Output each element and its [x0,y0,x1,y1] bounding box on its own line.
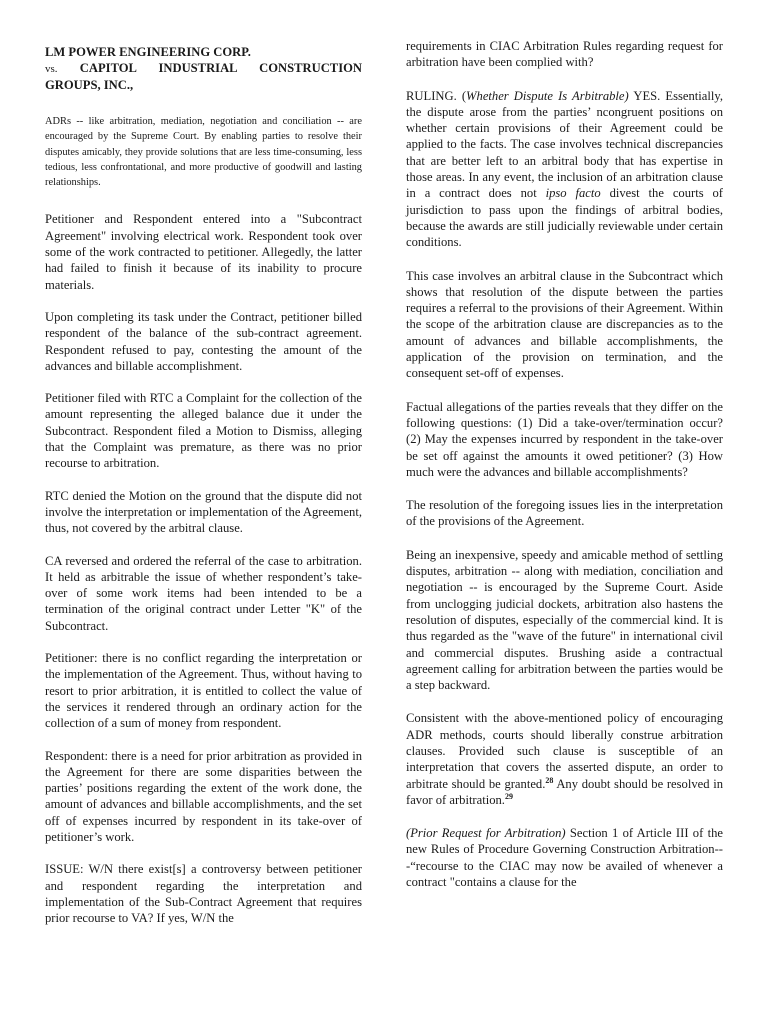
policy-paragraph: Being an inexpensive, speedy and amicable method of settling disputes, arbitration -- along with mediation, conciliation and negotiation -- is encouraged by the Supreme Court. Aside from unclogging judicial dockets, arbitration also hastens the resolution of disputes, especially of the commercial kind. It is thus regarded as the "wave of the future" in international civil and commercial disputes. Brushing aside a contractual agreement calling for arbitration between the parties would be a step backward. [406,547,723,693]
respondent-argument: Respondent: there is a need for prior arbitration as provided in the Agreement for there are some disparities between the parties’ positions regarding the extent of the work done, the amount of advances and billable accomplishments, and the set off of expenses incurred by respondent in its take-over of petitioner’s work. [45,748,362,844]
issue-paragraph: ISSUE: W/N there exist[s] a controversy between petitioner and respondent regarding the interpretation and implementation of the Sub-Contract Agreement that requires prior recourse to VA? If yes, W/N the [45,862,362,926]
issue-continuation: requirements in CIAC Arbitration Rules regarding request for arbitration have been complied with? [406,39,723,70]
construction-paragraph [406,710,723,808]
facts-paragraph-5: CA reversed and ordered the referral of the case to arbitration. It held as arbitrable the issue of whether respondent’s take-over of some work items had been intended to be a termination of the original contract under Letter "K" of the Subcontract. [45,553,362,633]
factual-allegations-paragraph: Factual allegations of the parties reveals that they differ on the following questions: (1) Did a take-over/termination occur? (2) May the expenses incurred by respondent in the take-over be set off against the amounts it owed petitioner? (3) How much were the advances and billable accomplishments? [406,399,723,479]
construction-end: Any doubt should be resolved in favor of arbitration. [406,776,723,807]
ruling-paragraph [406,88,723,251]
facts-paragraph-2: Upon completing its task under the Contract, petitioner billed respondent of the balance of the sub-contract agreement. Respondent refused to pay, contesting the amount of the advances and billable accomplishment. [45,309,362,373]
facts-paragraph-4: RTC denied the Motion on the ground that the dispute did not involve the interpretation or implementation of the Agreement, thus, not covered by the arbitral clause. [45,488,362,536]
right-column [406,38,723,907]
left-column [45,44,362,942]
intro-paragraph: ADRs -- like arbitration, mediation, negotiation and conciliation -- are encouraged by the Supreme Court. By enabling parties to resolve their disputes amicably, they provide solutions that are less time-consuming, less tedious, less confrontational, and more productive of goodwill and lasting relationships. [45,116,362,189]
ruling-end: divest the courts of jurisdiction to pass upon the findings of arbitral bodies, because the awards are still judicially reviewable under certain conditions. [406,186,723,250]
prior-request-paragraph [406,825,723,890]
resolution-paragraph: The resolution of the foregoing issues lies in the interpretation of the provisions of the Agreement. [406,498,723,529]
prior-request-text: Section 1 of Article III of the new Rules of Procedure Governing Construction Arbitration---“recourse to the CIAC may now be availed of whenever a contract "contains a clause for the [406,826,723,890]
respondent-name: CAPITOL INDUSTRIAL CONSTRUCTION GROUPS, INC., [45,61,362,92]
case-title [45,44,362,93]
facts-paragraph-1: Petitioner and Respondent entered into a "Subcontract Agreement" involving electrical work. Respondent took over some of the work contracted to petitioner. Allegedly, the latter had failed to finish it because of its inability to procure materials. [45,212,362,292]
petitioner-name: LM POWER ENGINEERING CORP. [45,45,251,59]
arbitral-clause-paragraph: This case involves an arbitral clause in the Subcontract which shows that resolution of the dispute between the parties requires a referral to the provisions of their Agreement. Within the scope of the arbitration clause are discrepancies as to the amount of advances and billable accomplishments, the application of the provision on termination, and the consequent set-off of expenses. [406,268,723,381]
petitioner-argument: Petitioner: there is no conflict regarding the interpretation or the implementation of the Agreement. Thus, without having to resort to prior arbitration, it is entitled to collect the value of the services it rendered through an ordinary action for the collection of a sum of money from respondent. [45,651,362,731]
footnote-28: 28 [545,775,554,785]
facts-paragraph-3: Petitioner filed with RTC a Complaint for the collection of the amount representing the alleged balance due it under the Subcontract. Respondent filed a Motion to Dismiss, alleging that the Complaint was premature, as there was no prior recourse to arbitration. [45,391,362,471]
ruling-body: YES. Essentially, the dispute arose from the parties’ ncongruent positions on whether certain provisions of their Agreement could be applied to the facts. The case involves technical discrepancies that are better left to an arbitral body that has expertise in those areas. In any event, the inclusion of an arbitration clause in a contract does not [406,88,723,201]
versus: vs. [45,63,58,75]
footnote-29: 29 [504,791,513,801]
ruling-heading: Whether Dispute Is Arbitrable) [466,88,629,103]
ruling-prefix: RULING. ( [406,88,467,103]
prior-request-heading: (Prior Request for Arbitration) [406,826,566,841]
ipso-facto: ipso facto [545,186,601,201]
construction-text: Consistent with the above-mentioned policy of encouraging ADR methods, courts should liberally construe arbitration clauses. Provided such clause is susceptible of an interpretation that covers the asserted dispute, an order to arbitrate should be granted. [406,711,723,791]
